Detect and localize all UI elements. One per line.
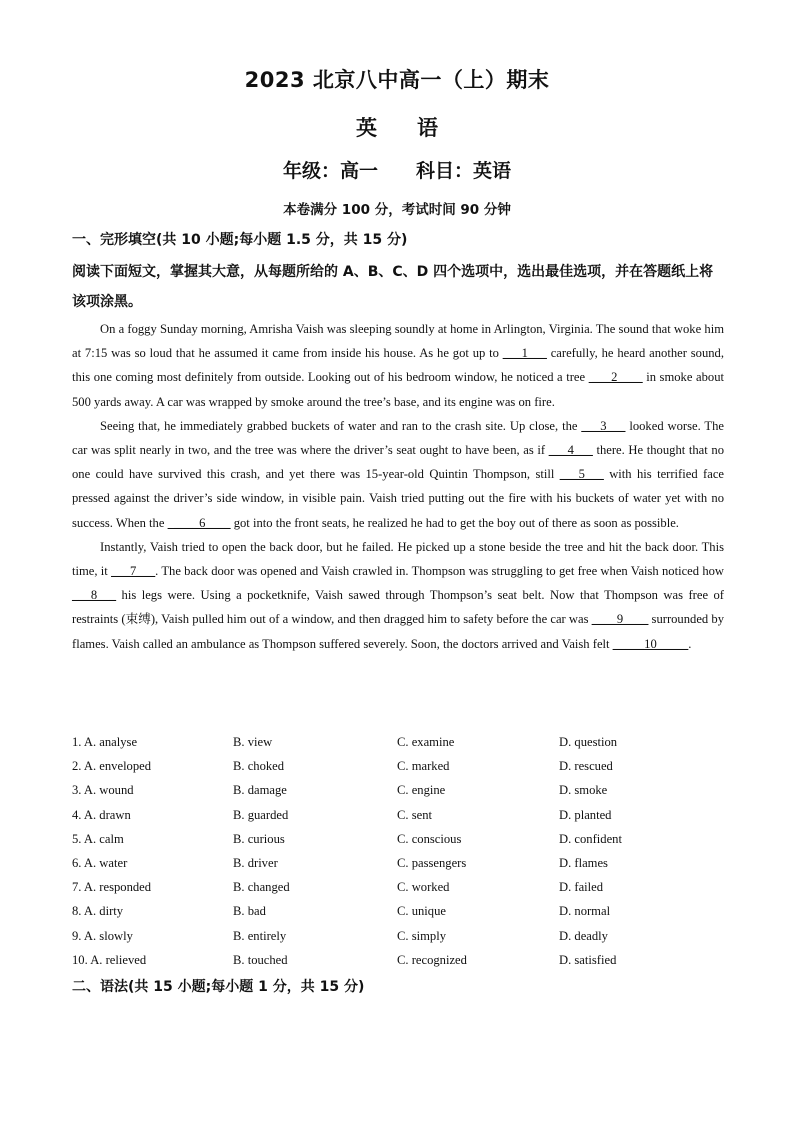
- option-b: B. touched: [233, 952, 288, 967]
- blank-6: ____6____: [167, 515, 231, 530]
- blank-1: ___1___: [502, 346, 547, 361]
- passage-text: with his terrified face pressed against the driver’s side window, in visible pain. Vaish tried putting out the fire with his buckets of water yet with no success. When the: [72, 467, 724, 530]
- passage-text: there. He thought that no one could have survived this crash, and yet there was 15-year-old Quintin Thompson, still: [72, 443, 724, 482]
- grade-course-line: [0, 156, 794, 183]
- option-a: 10. A. relieved: [72, 952, 147, 967]
- passage-text: carefully, he heard another sound, this one coming most definitely from outside. Looking out of his bedroom window, he noticed a tree: [72, 346, 724, 385]
- option-d: D. question: [559, 735, 618, 749]
- option-row: [72, 851, 724, 875]
- option-row: [72, 827, 724, 851]
- option-a: 2. A. enveloped: [72, 759, 152, 774]
- blank-4: ___4___: [548, 443, 593, 458]
- blank-10: _____10_____: [612, 636, 689, 651]
- exam-title: 2023 北京八中高一（上）期末: [244, 68, 550, 92]
- subject-char-2: 语: [417, 116, 438, 140]
- option-d: D. deadly: [559, 928, 608, 943]
- option-c: C. examine: [397, 735, 455, 749]
- option-a: 8. A. dirty: [72, 904, 124, 919]
- subject-heading: [0, 112, 794, 142]
- option-b: B. damage: [233, 783, 287, 798]
- passage-text: got into the front seats, he realized he had to get the boy out of there as soon as possible.: [230, 515, 679, 530]
- option-c: C. conscious: [397, 831, 462, 846]
- blank-9: ____9____: [591, 612, 649, 627]
- option-b: B. guarded: [233, 807, 289, 822]
- passage-text: Instantly, Vaish tried to open the back door, but he failed. He picked up a stone beside the tree and hit the back door. This time, it: [72, 539, 724, 579]
- option-c: C. passengers: [397, 855, 467, 870]
- passage-text: his legs were. Using a pocketknife, Vaish sawed through Thompson’s seat belt. Now that Thompson was free of restraints (束缚), Vaish pulled him out of a window, and then dragged him to safety before the car was: [72, 588, 724, 627]
- course-label: 科目：英语: [416, 160, 512, 182]
- subject-char-1: 英: [356, 116, 377, 140]
- option-d: D. planted: [559, 807, 612, 822]
- option-d: D. normal: [559, 904, 611, 919]
- option-c: C. unique: [397, 904, 446, 919]
- option-b: B. choked: [233, 759, 285, 774]
- section1-instruction: 阅读下面短文，掌握其大意，从每题所给的 A、B、C、D 四个选项中，选出最佳选项，并在答题纸上将该项涂黑。: [72, 264, 714, 310]
- grade-label: 年级：高一: [282, 160, 378, 182]
- option-b: B. bad: [233, 904, 266, 919]
- option-row: [72, 803, 724, 827]
- option-a: 4. A. drawn: [72, 807, 131, 822]
- blank-8: ___8___: [72, 588, 117, 603]
- section2-heading: 二、语法(共 15 小题;每小题 1 分，共 15 分): [72, 979, 365, 995]
- option-c: C. engine: [397, 783, 446, 798]
- option-c: C. simply: [397, 928, 446, 943]
- passage-text: Seeing that, he immediately grabbed buckets of water and ran to the crash site. Up close, the: [100, 418, 582, 433]
- passage-paragraph-1: [72, 317, 724, 414]
- blank-7: ___7___: [111, 564, 156, 579]
- option-a: 1. A. analyse: [72, 735, 138, 749]
- option-row: [72, 730, 724, 754]
- blank-2: ___2____: [588, 370, 643, 385]
- score-info: 本卷满分 100 分，考试时间 90 分钟: [283, 202, 511, 218]
- passage-text: in smoke about 500 yards away. A car was wrapped by smoke around the tree’s base, and its engine was on fire.: [72, 370, 724, 409]
- passage-text: looked worse. The car was split nearly in two, and the tree was where the driver’s seat ought to have been, as if: [72, 418, 724, 458]
- option-row: [72, 948, 724, 972]
- option-c: C. worked: [397, 880, 450, 895]
- option-b: B. entirely: [233, 928, 287, 943]
- option-a: 7. A. responded: [72, 880, 152, 895]
- option-row: [72, 754, 724, 778]
- option-b: B. driver: [233, 855, 278, 870]
- option-c: C. marked: [397, 759, 450, 774]
- option-a: 3. A. wound: [72, 783, 134, 798]
- option-d: D. confident: [559, 831, 622, 846]
- passage-paragraph-3: [72, 535, 724, 656]
- answer-options: [72, 730, 724, 972]
- option-a: 5. A. calm: [72, 831, 124, 846]
- section1-heading: 一、完形填空(共 10 小题;每小题 1.5 分，共 15 分): [72, 232, 408, 248]
- passage-text: surrounded by flames. Vaish called an ambulance as Thompson suffered severely. Soon, the doctors arrived and Vaish felt: [72, 612, 724, 651]
- passage-text: .: [688, 636, 692, 651]
- option-row: [72, 778, 724, 802]
- option-row: [72, 899, 724, 923]
- option-d: D. rescued: [559, 759, 613, 774]
- option-row: [72, 875, 724, 899]
- passage-text: . The back door was opened and Vaish crawled in. Thompson was struggling to get free when Vaish noticed how: [155, 564, 725, 579]
- passage-text: On a foggy Sunday morning, Amrisha Vaish was sleeping soundly at home in Arlington, Virginia. The sound that woke him at 7:15 was so loud that he assumed it came from inside his house. As he got up to: [72, 322, 724, 361]
- option-b: B. changed: [233, 880, 290, 895]
- option-d: D. smoke: [559, 783, 608, 798]
- blank-5: ___5___: [559, 467, 604, 482]
- cloze-passage: [72, 317, 724, 656]
- option-c: C. sent: [397, 807, 432, 822]
- option-row: [72, 924, 724, 948]
- option-c: C. recognized: [397, 952, 467, 967]
- option-b: B. curious: [233, 831, 285, 846]
- option-b: B. view: [233, 735, 273, 749]
- blank-3: ___3___: [581, 418, 626, 433]
- option-a: 6. A. water: [72, 855, 128, 870]
- option-a: 9. A. slowly: [72, 928, 133, 943]
- option-d: D. failed: [559, 880, 604, 895]
- option-d: D. satisfied: [559, 952, 617, 967]
- option-d: D. flames: [559, 855, 608, 870]
- passage-paragraph-2: [72, 414, 724, 535]
